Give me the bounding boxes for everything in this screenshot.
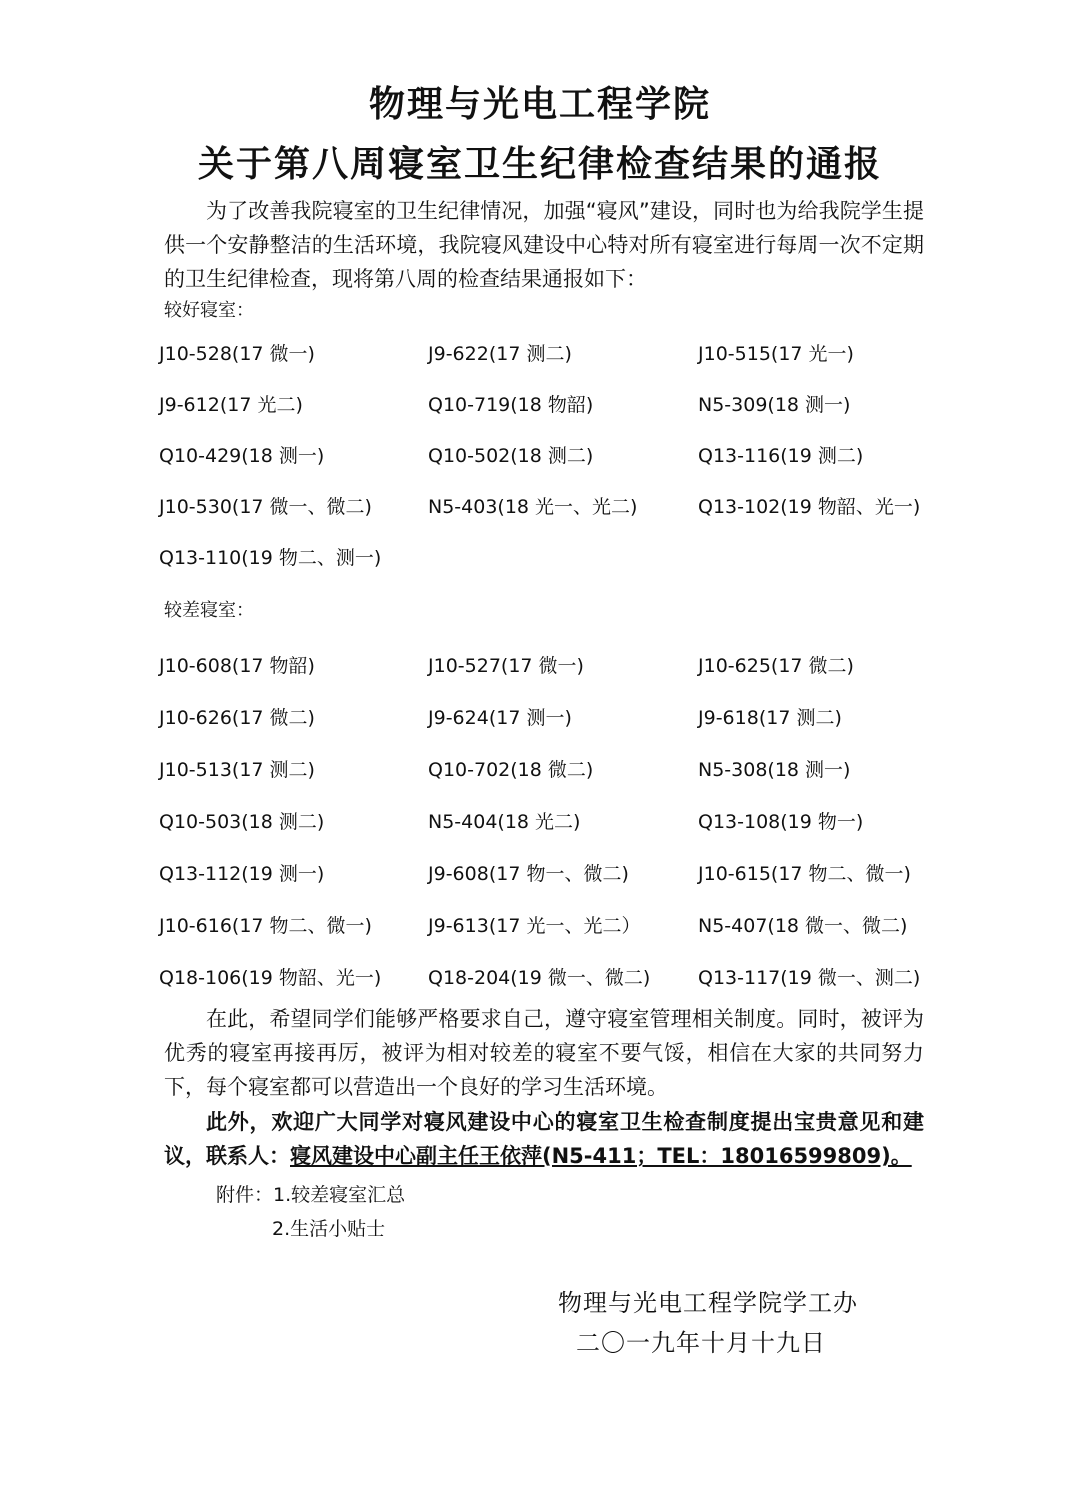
poor-room: J9-624(17 测一) xyxy=(428,707,572,729)
poor-room: J9-618(17 测二) xyxy=(698,707,842,729)
poor-room: J9-608(17 物一、微二) xyxy=(428,863,629,885)
poor-room: J10-626(17 微二) xyxy=(159,707,315,729)
good-room: Q13-116(19 测二) xyxy=(698,445,864,467)
good-room: Q10-719(18 物韶) xyxy=(428,394,594,416)
poor-room: J10-615(17 物二、微一) xyxy=(698,863,911,885)
poor-room: Q13-108(19 物一) xyxy=(698,811,864,833)
attachment-item: 附件：1.较差寝室汇总 xyxy=(216,1184,406,1206)
poor-room: J10-608(17 物韶) xyxy=(159,655,315,677)
poor-room: J10-513(17 测二) xyxy=(159,759,315,781)
document-subtitle: 关于第八周寝室卫生纪律检查结果的通报 xyxy=(197,144,882,185)
poor-room: Q18-106(19 物韶、光一) xyxy=(159,967,382,989)
poor-room: Q18-204(19 微一、微二) xyxy=(428,967,651,989)
poor-rooms-label: 较差寝室： xyxy=(164,600,254,621)
poor-room: N5-308(18 测一) xyxy=(698,759,851,781)
poor-room: Q13-112(19 测一) xyxy=(159,863,325,885)
good-room: J10-515(17 光一) xyxy=(698,343,854,365)
good-room: Q13-102(19 物韶、光一) xyxy=(698,496,921,518)
good-room: J9-612(17 光二) xyxy=(159,394,303,416)
good-room: J10-530(17 微一、微二) xyxy=(159,496,372,518)
poor-room: Q10-503(18 测二) xyxy=(159,811,325,833)
poor-room: J10-527(17 微一) xyxy=(428,655,584,677)
poor-room: J9-613(17 光一、光二） xyxy=(428,915,641,937)
signature-org: 物理与光电工程学院学工办 xyxy=(558,1289,858,1317)
signature-date: 二〇一九年十月十九日 xyxy=(576,1329,826,1357)
contact-lead: 此外，欢迎广大同学对寝风建设中心的寝室卫生检查制度提出宝贵意见和建议，联系人： xyxy=(164,1110,924,1168)
attachment-item: 2.生活小贴士 xyxy=(272,1218,386,1240)
good-room: Q10-429(18 测一) xyxy=(159,445,325,467)
good-room: N5-309(18 测一) xyxy=(698,394,851,416)
poor-room: N5-407(18 微一、微二) xyxy=(698,915,908,937)
contact-person: 寝风建设中心副主任王依萍(N5-411；TEL：18016599809)。 xyxy=(290,1144,912,1168)
poor-room: Q10-702(18 微二) xyxy=(428,759,594,781)
poor-room: J10-625(17 微二) xyxy=(698,655,854,677)
intro-paragraph: 为了改善我院寝室的卫生纪律情况，加强“寝风”建设，同时也为给我院学生提供一个安静整洁的生活环境，我院寝风建设中心特对所有寝室进行每周一次不定期的卫生纪律检查，现将第八周的检查结果通报如下： xyxy=(164,199,924,291)
good-room: Q13-110(19 物二、测一) xyxy=(159,547,382,569)
poor-room: Q13-117(19 微一、测二) xyxy=(698,967,921,989)
poor-room: N5-404(18 光二) xyxy=(428,811,581,833)
good-room: J10-528(17 微一) xyxy=(159,343,315,365)
good-room: Q10-502(18 测二) xyxy=(428,445,594,467)
closing-paragraph: 在此，希望同学们能够严格要求自己，遵守寝室管理相关制度。同时，被评为优秀的寝室再接再厉，被评为相对较差的寝室不要气馁，相信在大家的共同努力下，每个寝室都可以营造出一个良好的学习生活环境。 xyxy=(164,1007,924,1099)
poor-room: J10-616(17 物二、微一) xyxy=(159,915,372,937)
contact-paragraph xyxy=(164,1105,924,1173)
good-room: N5-403(18 光一、光二) xyxy=(428,496,638,518)
good-room: J9-622(17 测二) xyxy=(428,343,572,365)
document-title: 物理与光电工程学院 xyxy=(368,84,711,125)
good-rooms-label: 较好寝室： xyxy=(164,300,254,321)
